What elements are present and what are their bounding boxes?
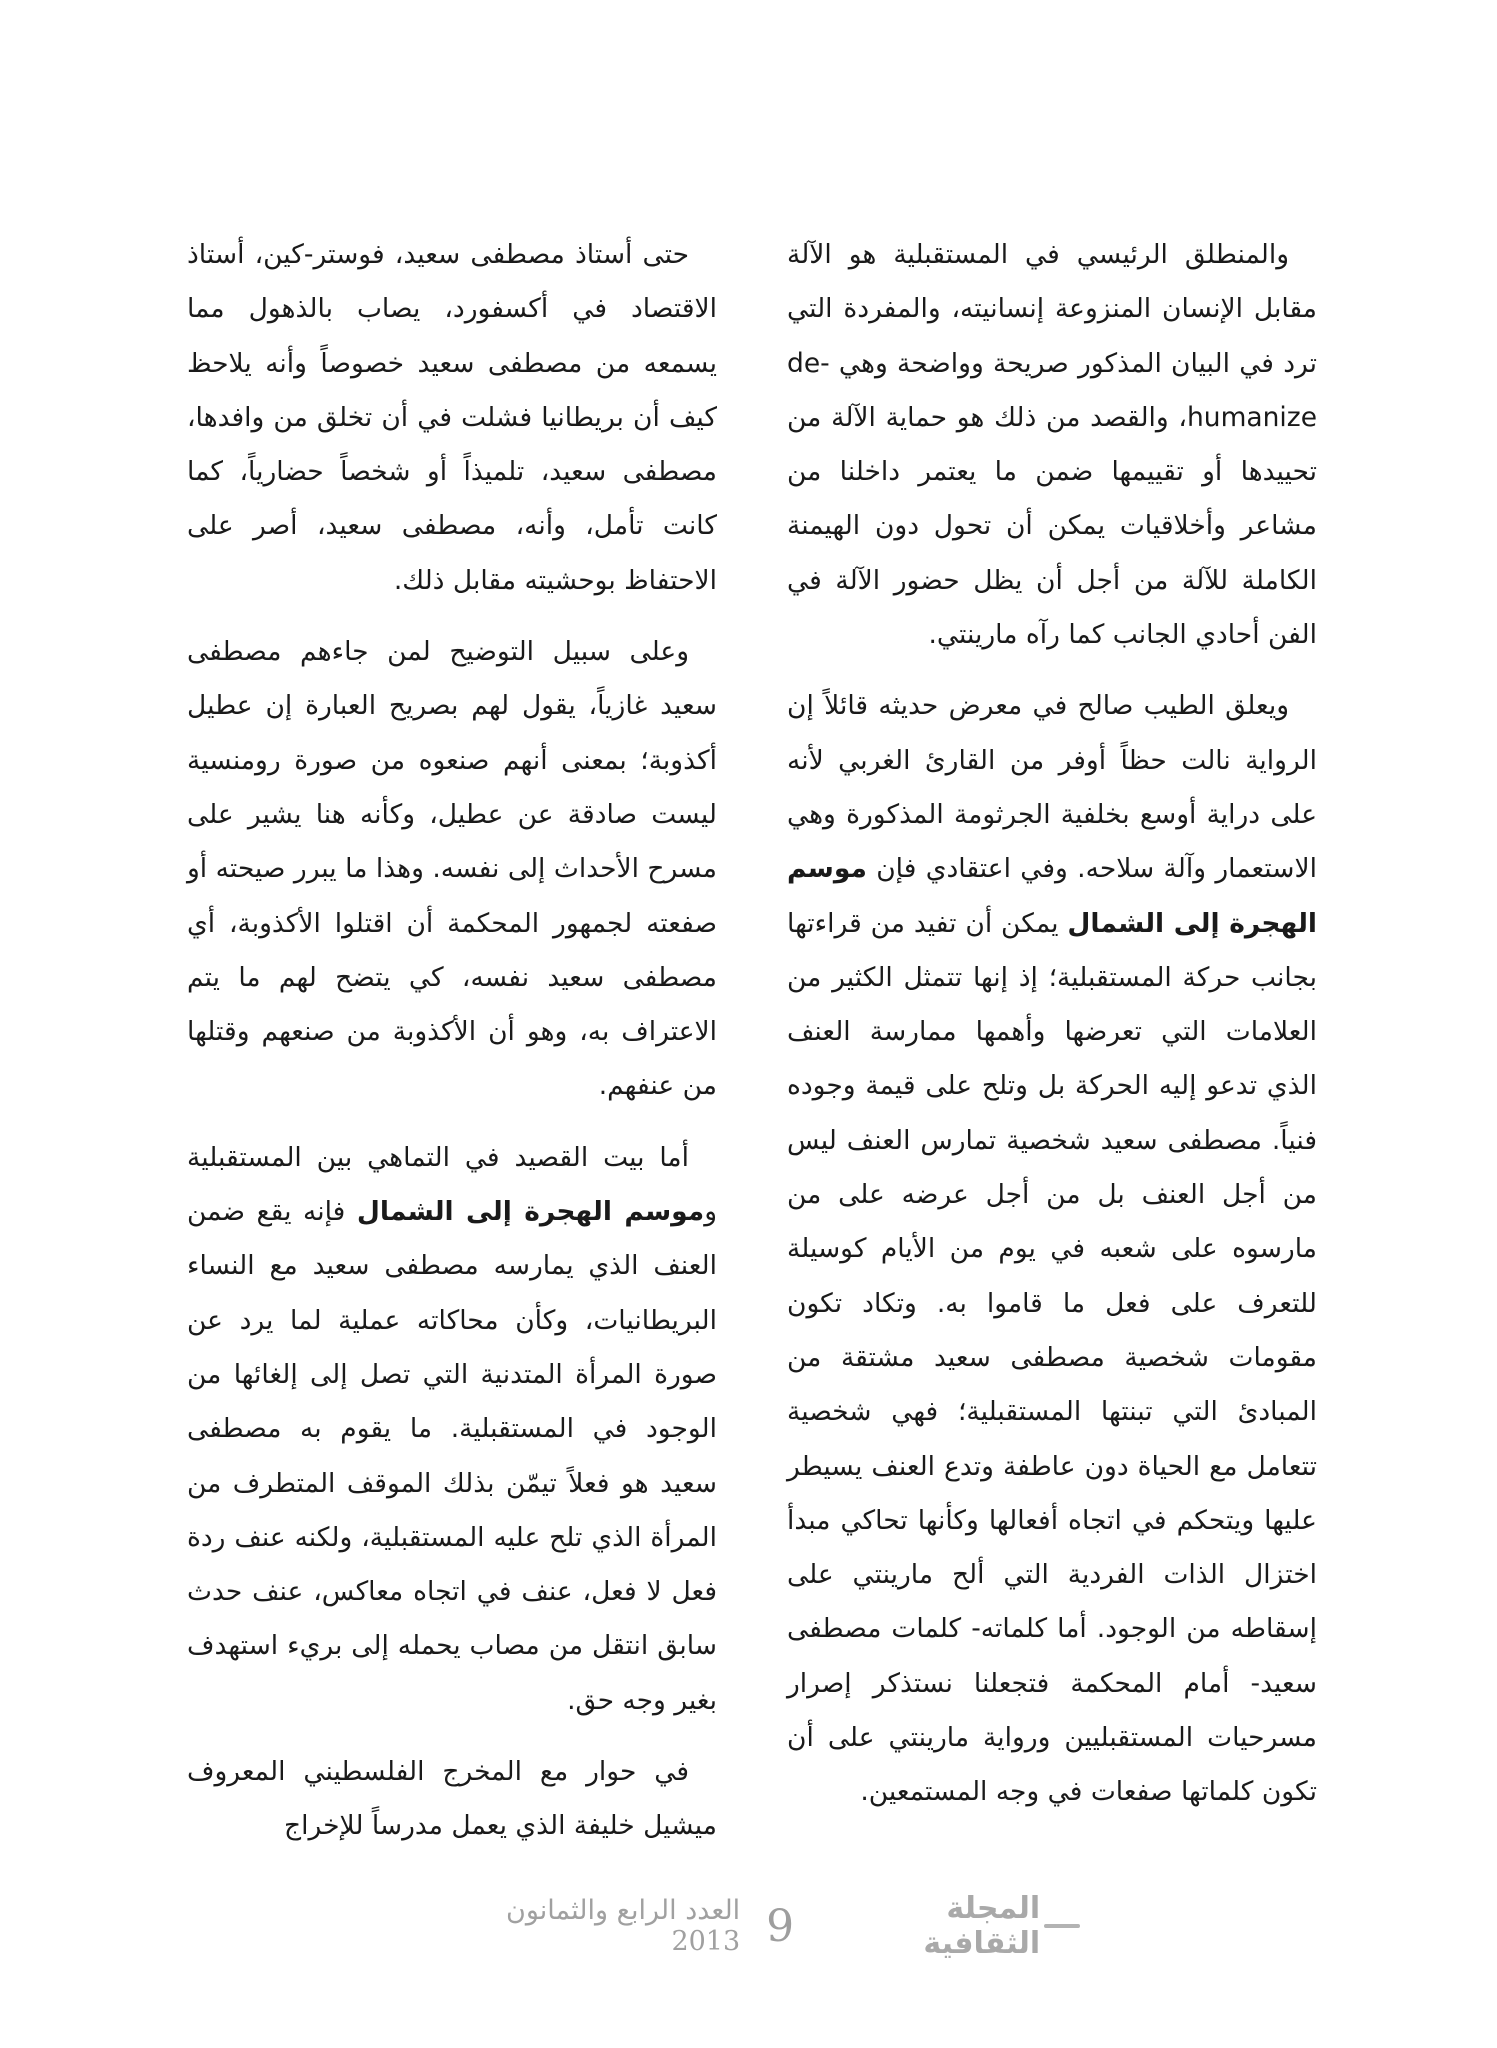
paragraph: [187, 1131, 717, 1728]
book-title: موسم الهجرة إلى الشمال: [356, 1196, 705, 1228]
paragraph-text: وعلى سبيل التوضيح لمن جاءهم مصطفى سعيد غازياً، يقول لهم بصريح العبارة إن عطيل أكذوبة؛ بمعنى أنهم صنعوه من صورة رومنسية ليست صادقة عن عطيل، وكأنه هنا يشير على مسرح الأحداث إلى نفسه. وهذا ما يبرر صيحته أو صفعته لجمهور المحكمة أن اقتلوا الأكذوبة، أي مصطفى سعيد نفسه، كي يتضح لهم ما يتم الاعتراف به، وهو أن الأكذوبة من صنعهم وقتلها من عنفهم.: [187, 636, 717, 1102]
logo-swash-icon: [1044, 1924, 1080, 1928]
paragraph-text: والمنطلق الرئيسي في المستقبلية هو الآلة مقابل الإنسان المنزوعة إنسانيته، والمفردة التي ترد في البيان المذكور صريحة وواضحة وهي de-humanize، والقصد من ذلك هو حماية الآلة من تحييدها أو تقييمها ضمن ما يعتمر داخلنا من مشاعر وأخلاقيات يمكن أن تحول دون الهيمنة الكاملة للآلة من أجل أن يظل حضور الآلة في الفن أحادي الجانب كما رآه مارينتي.: [787, 239, 1317, 651]
paragraph-text: فإنه يقع ضمن العنف الذي يمارسه مصطفى سعيد مع النساء البريطانيات، وكأن محاكاته عملية لما يرد عن صورة المرأة المتدنية التي تصل إلى إلغائها من الوجود في المستقبلية. ما يقوم به مصطفى سعيد هو فعلاً تيمّن بذلك الموقف المتطرف من المرأة الذي تلح عليه المستقبلية، ولكنه عنف ردة فعل لا فعل، عنف في اتجاه معاكس، عنف حدث سابق انتقل من مصاب يحمله إلى بريء استهدف بغير وجه حق.: [187, 1196, 717, 1716]
paragraph: [187, 228, 717, 608]
paragraph: [187, 625, 717, 1114]
magazine-logo-text: المجلة الثقافية: [923, 1891, 1041, 1961]
paragraph-text: ويعلق الطيب صالح في معرض حديثه قائلاً إن الرواية نالت حظاً أوفر من القارئ الغربي لأنه على دراية أوسع بخلفية الجرثومة المذكورة وهي الاستعمار وآلة سلاحه. وفي اعتقادي فإن: [787, 690, 1317, 885]
magazine-logo: [820, 1891, 1080, 1961]
paragraph-text: أما بيت القصيد في التماهي بين المستقبلية و: [187, 1141, 717, 1228]
book-title: موسم الهجرة إلى الشمال: [787, 853, 1317, 939]
issue-label: العدد الرابع والثمانون 2013: [506, 1895, 741, 1957]
page-number: 9: [766, 1900, 795, 1952]
page-footer: [430, 1891, 1080, 1961]
paragraph-text: يمكن أن تفيد من قراءتها بجانب حركة المستقبلية؛ إذ إنها تتمثل الكثير من العلامات التي تعرضها وأهمها ممارسة العنف الذي تدعو إليه الحركة بل وتلح على قيمة وجوده فنياً. مصطفى سعيد شخصية تمارس العنف ليس من أجل العنف بل من أجل عرضه على من مارسوه على شعبه في يوم من الأيام كوسيلة للتعرف على فعل ما قاموا به. وتكاد تكون مقومات شخصية مصطفى سعيد مشتقة من المبادئ التي تبنتها المستقبلية؛ فهي شخصية تتعامل مع الحياة دون عاطفة وتدع العنف يسيطر عليها ويتحكم في اتجاه أفعالها وكأنها تحاكي مبدأ اختزال الذات الفردية التي ألح مارينتي على إسقاطه من الوجود. أما كلماته- كلمات مصطفى سعيد- أمام المحكمة فتجعلنا نستذكر إصرار مسرحيات المستقبليين ورواية مارينتي على أن تكون كلماتها صفعات في وجه المستمعين.: [787, 907, 1317, 1808]
paragraph-text: في حوار مع المخرج الفلسطيني المعروف ميشيل خليفة الذي يعمل مدرساً للإخراج: [187, 1756, 717, 1842]
text-column-right: [787, 228, 1317, 1837]
paragraph: [187, 1745, 717, 1854]
text-column-left: [187, 228, 717, 1871]
paragraph: [787, 679, 1317, 1819]
paragraph-text: حتى أستاذ مصطفى سعيد، فوستر-كين، أستاذ الاقتصاد في أكسفورد، يصاب بالذهول مما يسمعه من مصطفى سعيد خصوصاً وأنه يلاحظ كيف أن بريطانيا فشلت في أن تخلق من وافدها، مصطفى سعيد، تلميذاً أو شخصاً حضارياً، كما كانت تأمل، وأنه، مصطفى سعيد، أصر على الاحتفاظ بوحشيته مقابل ذلك.: [187, 239, 717, 596]
paragraph: [787, 228, 1317, 662]
